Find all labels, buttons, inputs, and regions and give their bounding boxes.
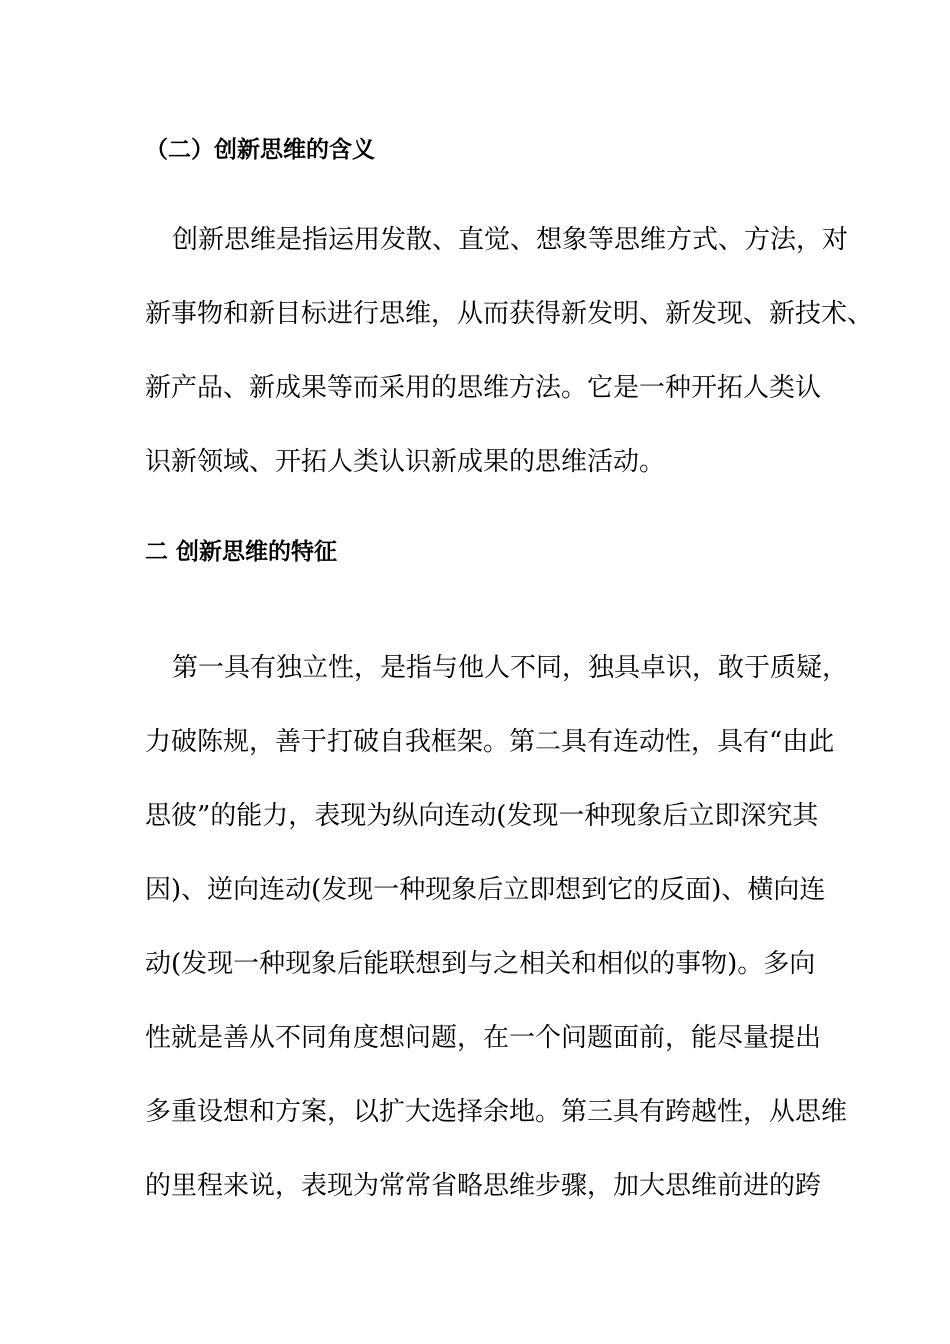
paragraph-line: 新事物和新目标进行思维，从而获得新发明、新发现、新技术、 — [145, 299, 874, 329]
section-heading-features: 二 创新思维的特征 — [145, 539, 338, 565]
paragraph-line: 多重设想和方案，以扩大选择余地。第三具有跨越性，从思维 — [145, 1097, 848, 1127]
paragraph-line: 创新思维是指运用发散、直觉、想象等思维方式、方法，对 — [172, 225, 849, 255]
section-heading-meaning: （二）创新思维的含义 — [145, 137, 375, 163]
paragraph-line: 思彼”的能力，表现为纵向连动(发现一种现象后立即深究其 — [145, 801, 819, 831]
paragraph-line: 第一具有独立性，是指与他人不同，独具卓识，敢于质疑， — [172, 653, 849, 683]
paragraph-line: 性就是善从不同角度想问题，在一个问题面前，能尽量提出 — [145, 1023, 822, 1053]
paragraph-line: 的里程来说，表现为常常省略思维步骤，加大思维前进的跨 — [145, 1171, 822, 1201]
paragraph-line: 力破陈规，善于打破自我框架。第二具有连动性，具有“由此 — [145, 727, 835, 757]
paragraph-line: 因)、逆向连动(发现一种现象后立即想到它的反面)、横向连 — [145, 875, 826, 905]
paragraph-line: 动(发现一种现象后能联想到与之相关和相似的事物)。多向 — [145, 949, 816, 979]
paragraph-line: 新产品、新成果等而采用的思维方法。它是一种开拓人类认 — [145, 373, 822, 403]
paragraph-line: 识新领域、开拓人类认识新成果的思维活动。 — [145, 447, 666, 477]
